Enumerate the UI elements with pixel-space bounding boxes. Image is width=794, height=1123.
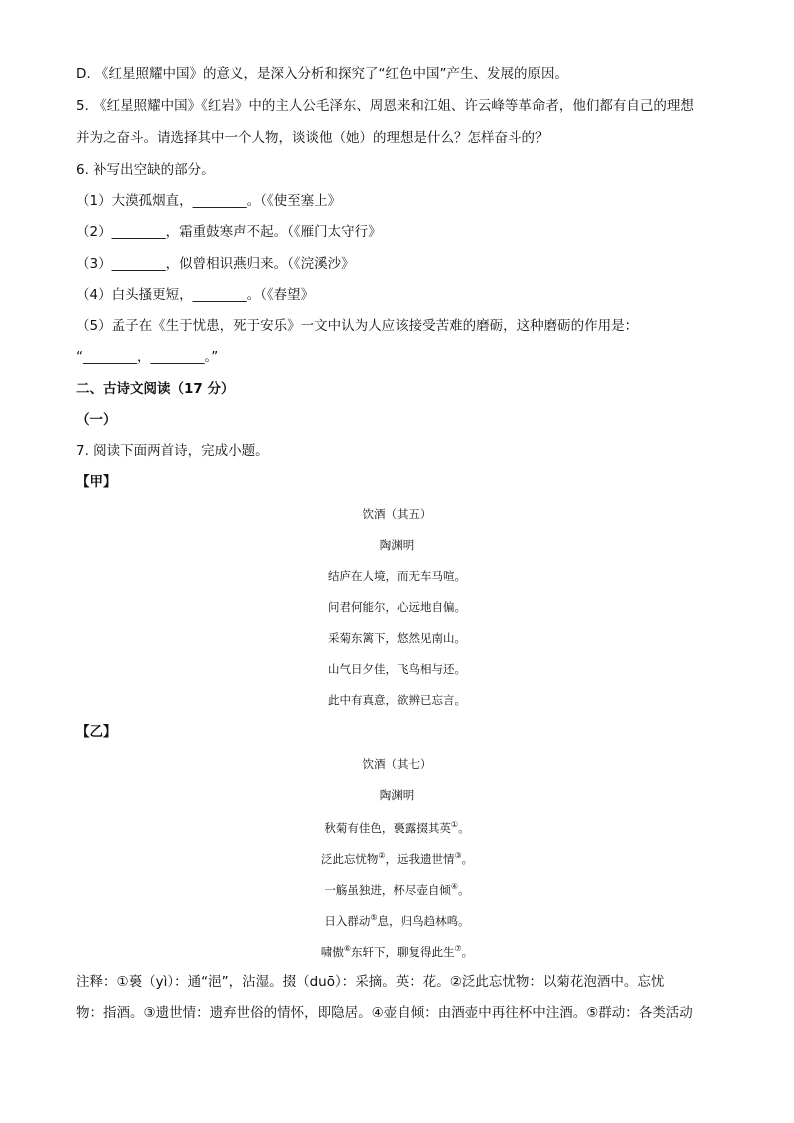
footnote-mark: ① (450, 820, 459, 829)
blank-item-4: （4）白头搔更短，________。（《春望》 (76, 287, 315, 303)
notes-line-1: 注释：①裛（yì）：通“浥”，沾湿。掇（duō）：采摘。英：花。②泛此忘忧物：以菊花泡酒中。忘忧 (76, 974, 665, 990)
footnote-mark: ③ (454, 851, 462, 860)
question-6: 6. 补写出空缺的部分。 (76, 162, 215, 178)
footnote-mark: ⑥ (343, 944, 351, 953)
poem-a-title: 饮酒（其五） (362, 507, 432, 521)
question-7: 7. 阅读下面两首诗，完成小题。 (76, 443, 269, 459)
poem-a-line-4: 山气日夕佳，飞鸟相与还。 (328, 662, 466, 676)
poem-a-author: 陶渊明 (379, 538, 415, 552)
blank-item-3: （3）________，似曾相识燕归来。（《浣溪沙》 (76, 256, 355, 272)
section-title: 二、古诗文阅读（17 分） (76, 381, 235, 397)
poem-a-line-2: 问君何能尔，心远地自偏。 (328, 600, 466, 614)
poem-b-line-5: 啸傲⑥东轩下，聊复得此生⑦。 (320, 944, 474, 959)
poem-b-line-3: 一觞虽独进，杯尽壶自倾④。 (324, 882, 470, 897)
footnote-mark: ⑤ (370, 913, 378, 922)
poem-a-line-3: 采菊东篱下，悠然见南山。 (328, 631, 466, 645)
poem-b-line-2: 泛此忘忧物②，远我遗世情③。 (320, 851, 474, 866)
poem-b-title: 饮酒（其七） (362, 757, 432, 771)
option-d: D. 《红星照耀中国》的意义，是深入分析和探究了“红色中国”产生、发展的原因。 (76, 66, 568, 82)
footnote-mark: ⑦ (454, 944, 462, 953)
blank-item-5: （5）孟子在《生于忧患，死于安乐》一文中认为人应该接受苦难的磨砺，这种磨砺的作用是： (76, 318, 639, 334)
poem-a-tag: 【甲】 (76, 474, 117, 490)
poem-b-author: 陶渊明 (379, 788, 415, 802)
footnote-mark: ② (378, 851, 386, 860)
blank-item-2: （2）________，霜重鼓寒声不起。（《雁门太守行》 (76, 224, 382, 240)
question-5-line-1: 5. 《红星照耀中国》《红岩》中的主人公毛泽东、周恩来和江姐、许云峰等革命者，他们都有自己的理想 (76, 98, 694, 114)
poem-a-line-1: 结庐在人境，而无车马喧。 (328, 569, 466, 583)
blank-item-5-answer: “________，________。” (76, 349, 219, 365)
poem-b-line-4: 日入群动⑤息，归鸟趋林鸣。 (324, 913, 470, 928)
question-5-line-2: 并为之奋斗。请选择其中一个人物，谈谈他（她）的理想是什么？怎样奋斗的？ (76, 130, 549, 146)
blank-item-1: （1）大漠孤烟直，________。（《使至塞上》 (76, 193, 342, 209)
poem-b-line-1: 秋菊有佳色，裛露掇其英①。 (324, 820, 470, 835)
poem-b-tag: 【乙】 (76, 724, 117, 740)
subsection-label: （一） (76, 412, 117, 428)
notes-line-2: 物：指酒。③遗世情：遗弃世俗的情怀，即隐居。④壶自倾：由酒壶中再往杯中注酒。⑤群动：各类活动 (76, 1005, 693, 1021)
footnote-mark: ④ (450, 882, 459, 891)
poem-a-line-5: 此中有真意，欲辨已忘言。 (328, 693, 466, 707)
